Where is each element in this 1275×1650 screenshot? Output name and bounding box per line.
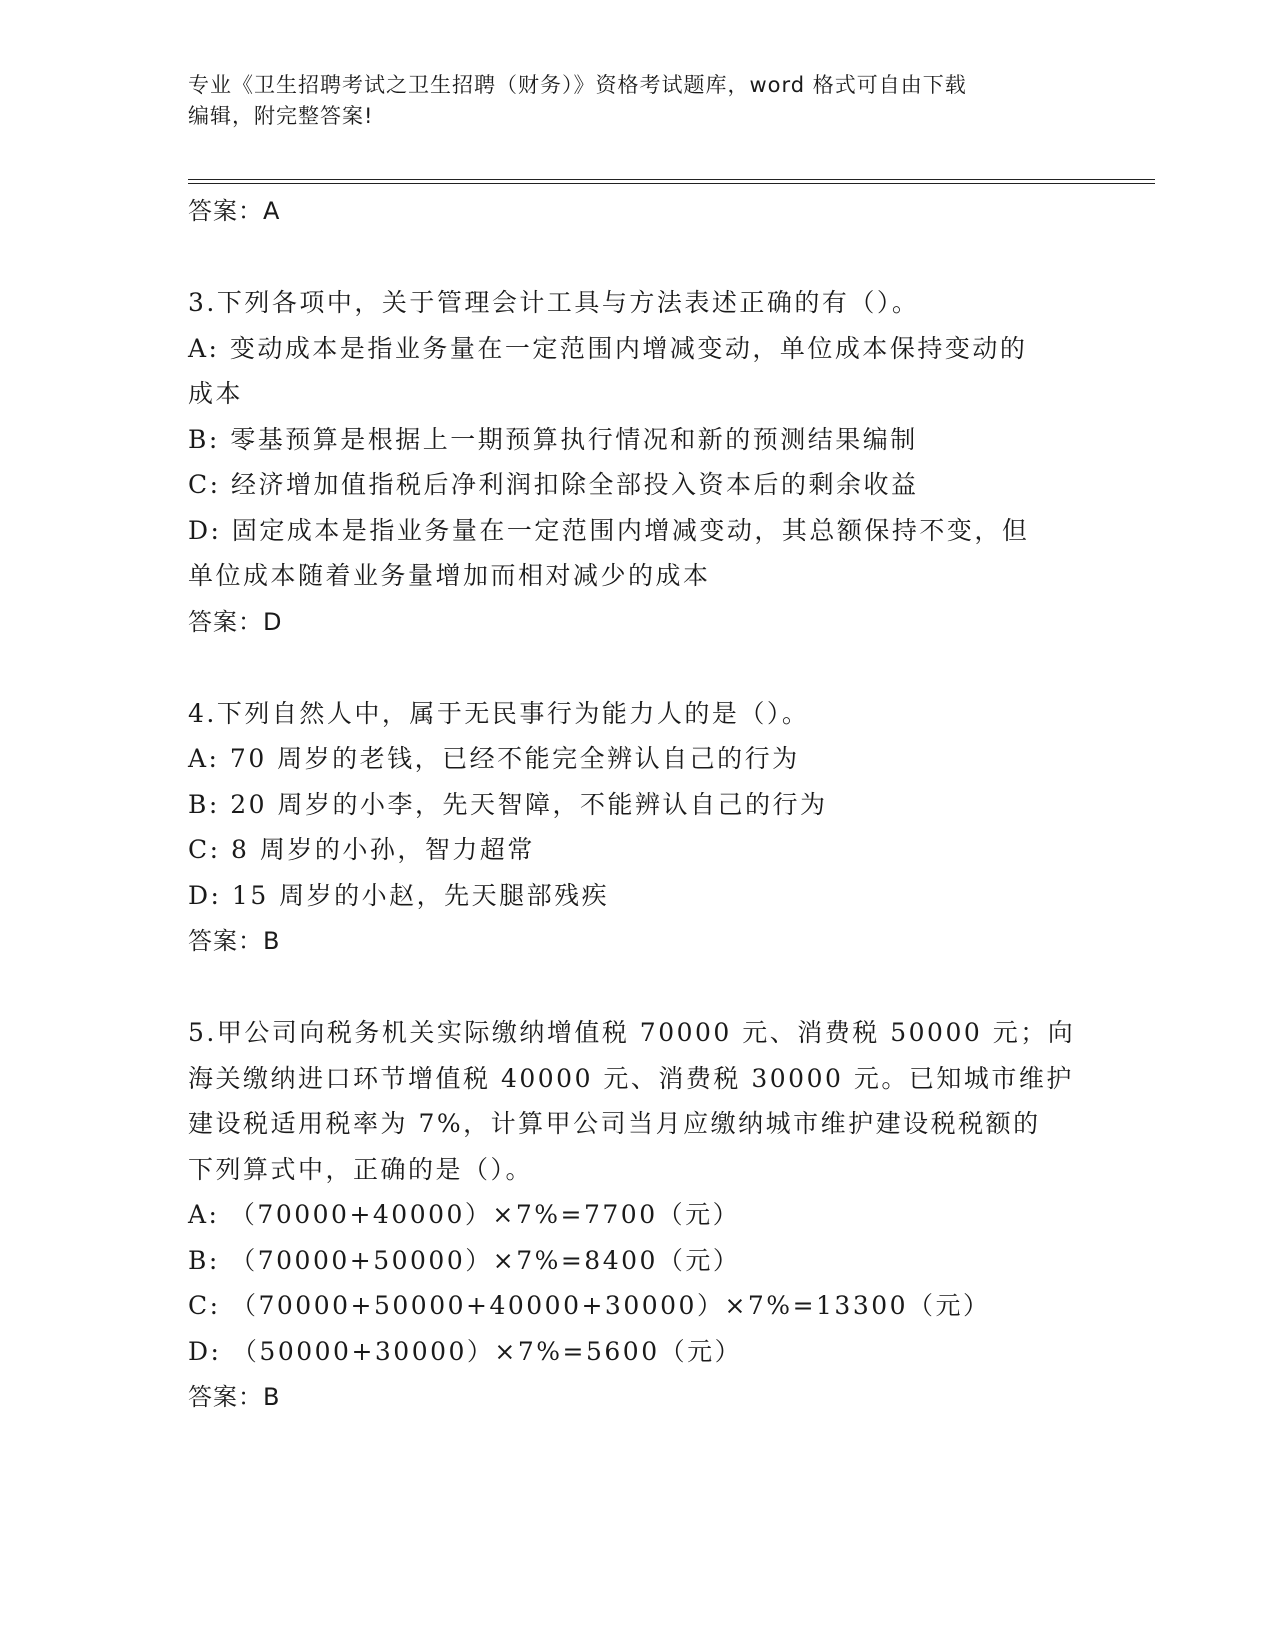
question-3: [188, 280, 1088, 645]
document-header: [188, 70, 1088, 132]
header-line-2: 编辑，附完整答案!: [188, 104, 374, 128]
option-a: A: （70000+40000）×7%=7700（元）: [188, 1200, 741, 1229]
question-stem: 4.下列自然人中，属于无民事行为能力人的是（）。: [188, 698, 810, 728]
header-line-1: 专业《卫生招聘考试之卫生招聘（财务）》资格考试题库，word 格式可自由下载: [188, 73, 967, 97]
question-4: [188, 691, 1088, 965]
answer-line: 答案：D: [188, 607, 283, 636]
question-5: [188, 1010, 1088, 1420]
option-b: B: 20 周岁的小李，先天智障，不能辨认自己的行为: [188, 789, 828, 819]
question-stem-line-3: 建设税适用税率为 7%，计算甲公司当月应缴纳城市维护建设税税额的: [188, 1109, 1041, 1138]
option-b: B: （70000+50000）×7%=8400（元）: [188, 1245, 741, 1275]
header-divider-top: [188, 179, 1155, 180]
option-c: C: 经济增加值指税后净利润扣除全部投入资本后的剩余收益: [188, 470, 919, 499]
option-d: D: 15 周岁的小赵，先天腿部残疾: [188, 880, 610, 910]
option-d: D: 固定成本是指业务量在一定范围内增减变动，其总额保持不变，但: [188, 515, 1030, 545]
option-a: A: 70 周岁的老钱，已经不能完全辨认自己的行为: [188, 744, 800, 773]
question-stem-line-4: 下列算式中，正确的是（）。: [188, 1154, 534, 1184]
document-body: [188, 188, 1088, 1420]
option-c: C: （70000+50000+40000+30000）×7%=13300（元）: [188, 1291, 991, 1320]
question-stem-line-1: 5.甲公司向税务机关实际缴纳增值税 70000 元、消费税 50000 元；向: [188, 1018, 1076, 1047]
answer-line: 答案：B: [188, 1383, 281, 1411]
option-a-continuation: 成本: [188, 379, 244, 408]
question-stem: 3.下列各项中，关于管理会计工具与方法表述正确的有（）。: [188, 288, 920, 317]
option-c: C: 8 周岁的小孙，智力超常: [188, 835, 535, 864]
option-d: D: （50000+30000）×7%=5600（元）: [188, 1336, 743, 1366]
header-divider-bottom: [188, 183, 1155, 184]
option-b: B: 零基预算是根据上一期预算执行情况和新的预测结果编制: [188, 424, 918, 454]
option-a: A: 变动成本是指业务量在一定范围内增减变动，单位成本保持变动的: [188, 333, 1028, 363]
question-stem-line-2: 海关缴纳进口环节增值税 40000 元、消费税 30000 元。已知城市维护: [188, 1063, 1074, 1093]
answer-line: 答案：B: [188, 927, 281, 955]
answer-line: 答案：A: [188, 197, 281, 225]
option-d-continuation: 单位成本随着业务量增加而相对减少的成本: [188, 561, 711, 590]
